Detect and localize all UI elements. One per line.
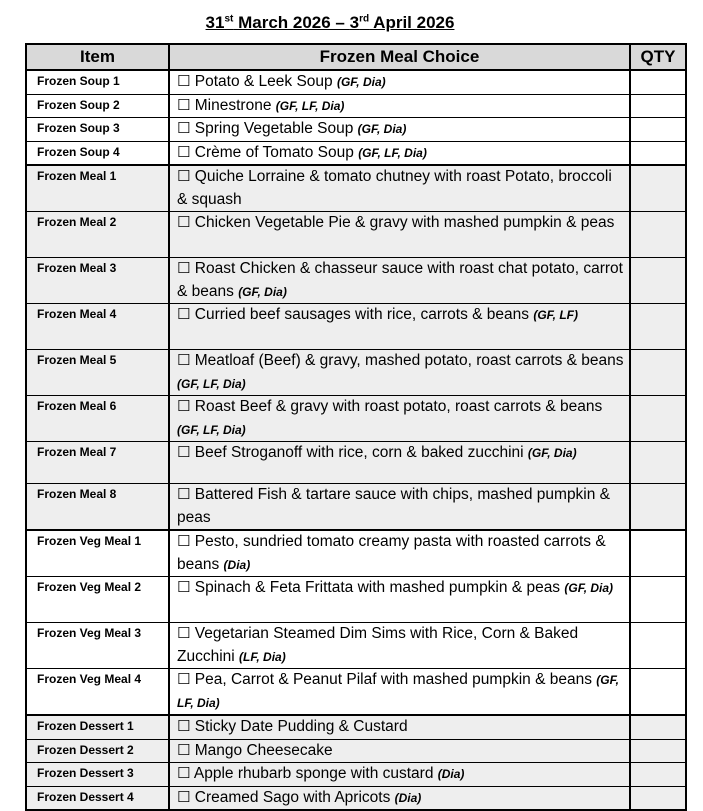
table-row	[26, 669, 686, 716]
item-label: Frozen Dessert 2	[26, 739, 169, 763]
qty-cell[interactable]	[630, 669, 686, 716]
page-title	[0, 13, 660, 33]
item-label: Frozen Dessert 4	[26, 786, 169, 810]
meal-choice	[169, 350, 630, 396]
meal-description: Vegetarian Steamed Dim Sims with Rice, Corn & Baked Zucchini	[177, 625, 579, 665]
meal-choice	[169, 396, 630, 442]
qty-cell[interactable]	[630, 786, 686, 810]
dietary-tag: (GF, Dia)	[527, 446, 577, 460]
meal-description: Sticky Date Pudding & Custard	[194, 718, 408, 735]
qty-cell[interactable]	[630, 141, 686, 165]
checkbox-icon[interactable]: ☐	[177, 73, 191, 90]
qty-cell[interactable]	[630, 442, 686, 484]
qty-cell[interactable]	[630, 212, 686, 258]
header-row	[26, 44, 686, 70]
meal-description: Beef Stroganoff with rice, corn & baked zucchini	[194, 444, 528, 461]
meal-description: Roast Beef & gravy with roast potato, roast carrots & beans	[194, 398, 603, 415]
dietary-tag: (GF, LF, Dia)	[177, 422, 246, 437]
checkbox-icon[interactable]: ☐	[177, 96, 191, 114]
item-label: Frozen Soup 3	[26, 118, 169, 142]
table-row	[26, 623, 686, 669]
checkbox-icon[interactable]: ☐	[177, 718, 191, 735]
table-row	[26, 739, 686, 763]
qty-cell[interactable]	[630, 70, 686, 94]
item-label: Frozen Veg Meal 3	[26, 623, 169, 669]
meal-description: Apple rhubarb sponge with custard	[193, 765, 438, 782]
table-row	[26, 786, 686, 810]
qty-cell[interactable]	[630, 304, 686, 350]
table-row	[26, 577, 686, 623]
dietary-tag: (LF, Dia)	[239, 649, 286, 664]
meal-choice	[169, 141, 630, 165]
meal-choice	[169, 118, 630, 142]
title-sup2: rd	[359, 13, 370, 25]
header-item: Item	[26, 44, 169, 70]
qty-cell[interactable]	[630, 739, 686, 763]
item-label: Frozen Veg Meal 4	[26, 669, 169, 716]
meal-choice	[169, 484, 630, 531]
dietary-tag: (GF, Dia)	[357, 122, 407, 136]
meal-description: Quiche Lorraine & tomato chutney with roast Potato, broccoli & squash	[177, 168, 612, 208]
table-row	[26, 484, 686, 531]
table-row	[26, 715, 686, 739]
meal-choice	[169, 786, 630, 810]
table-row	[26, 442, 686, 484]
checkbox-icon[interactable]: ☐	[177, 306, 191, 323]
meal-choice	[169, 669, 630, 716]
item-label: Frozen Meal 5	[26, 350, 169, 396]
item-label: Frozen Veg Meal 1	[26, 530, 169, 577]
meal-choice	[169, 165, 630, 212]
item-label: Frozen Soup 4	[26, 141, 169, 165]
meal-choice	[169, 715, 630, 739]
title-day2: 3	[349, 13, 360, 32]
meal-choice	[169, 623, 630, 669]
dietary-tag: (GF, LF, Dia)	[177, 376, 246, 391]
item-label: Frozen Soup 2	[26, 94, 169, 118]
table-row	[26, 396, 686, 442]
qty-cell[interactable]	[630, 396, 686, 442]
checkbox-icon[interactable]: ☐	[177, 486, 191, 503]
table-row	[26, 530, 686, 577]
checkbox-icon[interactable]: ☐	[177, 444, 191, 461]
header-qty: QTY	[630, 44, 686, 70]
meal-description: Meatloaf (Beef) & gravy, mashed potato, roast carrots & beans	[194, 352, 624, 369]
meal-description: Curried beef sausages with rice, carrots & beans	[194, 306, 534, 323]
checkbox-icon[interactable]: ☐	[177, 625, 191, 642]
dietary-tag: (GF, LF, Dia)	[358, 145, 427, 160]
meal-choice	[169, 442, 630, 484]
qty-cell[interactable]	[630, 350, 686, 396]
dietary-tag: (GF, LF, Dia)	[177, 673, 619, 710]
item-label: Frozen Meal 1	[26, 165, 169, 212]
item-label: Frozen Meal 4	[26, 304, 169, 350]
table-row	[26, 763, 686, 787]
meal-description: Roast Chicken & chasseur sauce with roast chat potato, carrot & beans	[177, 260, 623, 300]
checkbox-icon[interactable]: ☐	[177, 214, 191, 231]
title-mid: March 2026 –	[233, 13, 350, 32]
table-row	[26, 304, 686, 350]
meal-description: Spring Vegetable Soup	[194, 120, 358, 137]
item-label: Frozen Meal 7	[26, 442, 169, 484]
qty-cell[interactable]	[630, 577, 686, 623]
dietary-tag: (GF, LF)	[533, 308, 578, 322]
qty-cell[interactable]	[630, 623, 686, 669]
checkbox-icon[interactable]: ☐	[177, 168, 191, 185]
item-label: Frozen Soup 1	[26, 70, 169, 94]
checkbox-icon[interactable]: ☐	[177, 120, 191, 137]
meal-description: Minestrone	[194, 96, 276, 114]
item-label: Frozen Meal 6	[26, 396, 169, 442]
table-row	[26, 165, 686, 212]
meal-choice	[169, 763, 630, 787]
meal-choice	[169, 70, 630, 94]
checkbox-icon[interactable]: ☐	[177, 260, 191, 277]
checkbox-icon[interactable]: ☐	[177, 579, 191, 596]
meal-choice	[169, 258, 630, 304]
table-row	[26, 141, 686, 165]
dietary-tag: (Dia)	[394, 790, 422, 805]
checkbox-icon[interactable]: ☐	[177, 398, 191, 415]
qty-cell[interactable]	[630, 715, 686, 739]
item-label: Frozen Veg Meal 2	[26, 577, 169, 623]
table-row	[26, 212, 686, 258]
checkbox-icon[interactable]: ☐	[177, 765, 191, 782]
dietary-tag: (GF, Dia)	[238, 284, 287, 299]
qty-cell[interactable]	[630, 484, 686, 531]
table-row	[26, 350, 686, 396]
meal-description: Pea, Carrot & Peanut Pilaf with mashed pumpkin & beans	[194, 671, 597, 688]
table-row	[26, 94, 686, 118]
table-row	[26, 70, 686, 94]
header-choice: Frozen Meal Choice	[169, 44, 630, 70]
checkbox-icon[interactable]: ☐	[177, 352, 191, 369]
meal-choice	[169, 94, 630, 118]
meal-description: Battered Fish & tartare sauce with chips, mashed pumpkin & peas	[177, 486, 611, 526]
meal-description: Mango Cheesecake	[194, 741, 333, 759]
checkbox-icon[interactable]: ☐	[177, 671, 191, 688]
meal-choice	[169, 739, 630, 763]
meal-description: Spinach & Feta Frittata with mashed pumpkin & peas	[194, 579, 565, 596]
meal-choice	[169, 212, 630, 258]
qty-cell[interactable]	[630, 94, 686, 118]
item-label: Frozen Dessert 1	[26, 715, 169, 739]
meal-description: Chicken Vegetable Pie & gravy with mashed pumpkin & peas	[194, 214, 615, 231]
dietary-tag: (GF, Dia)	[336, 75, 386, 89]
qty-cell[interactable]	[630, 763, 686, 787]
meal-choice	[169, 304, 630, 350]
menu-table	[25, 43, 687, 811]
qty-cell[interactable]	[630, 530, 686, 577]
dietary-tag: (Dia)	[437, 767, 465, 781]
item-label: Frozen Dessert 3	[26, 763, 169, 787]
meal-choice	[169, 530, 630, 577]
meal-description: Creamed Sago with Apricots	[194, 788, 395, 806]
title-end: April 2026	[369, 13, 455, 32]
item-label: Frozen Meal 3	[26, 258, 169, 304]
qty-cell[interactable]	[630, 258, 686, 304]
meal-choice	[169, 577, 630, 623]
meal-description: Crème of Tomato Soup	[194, 143, 359, 161]
qty-cell[interactable]	[630, 165, 686, 212]
meal-description: Pesto, sundried tomato creamy pasta with roasted carrots & beans	[177, 533, 606, 573]
table-row	[26, 258, 686, 304]
title-sup1: st	[224, 13, 234, 25]
dietary-tag: (GF, Dia)	[564, 581, 614, 595]
qty-cell[interactable]	[630, 118, 686, 142]
checkbox-icon[interactable]: ☐	[177, 788, 191, 806]
checkbox-icon[interactable]: ☐	[177, 143, 191, 161]
title-day1: 31	[205, 13, 225, 32]
table-row	[26, 118, 686, 142]
meal-description: Potato & Leek Soup	[194, 73, 337, 90]
item-label: Frozen Meal 8	[26, 484, 169, 531]
dietary-tag: (GF, LF, Dia)	[275, 98, 345, 113]
checkbox-icon[interactable]: ☐	[177, 533, 191, 550]
item-label: Frozen Meal 2	[26, 212, 169, 258]
checkbox-icon[interactable]: ☐	[177, 741, 191, 759]
dietary-tag: (Dia)	[223, 557, 251, 572]
